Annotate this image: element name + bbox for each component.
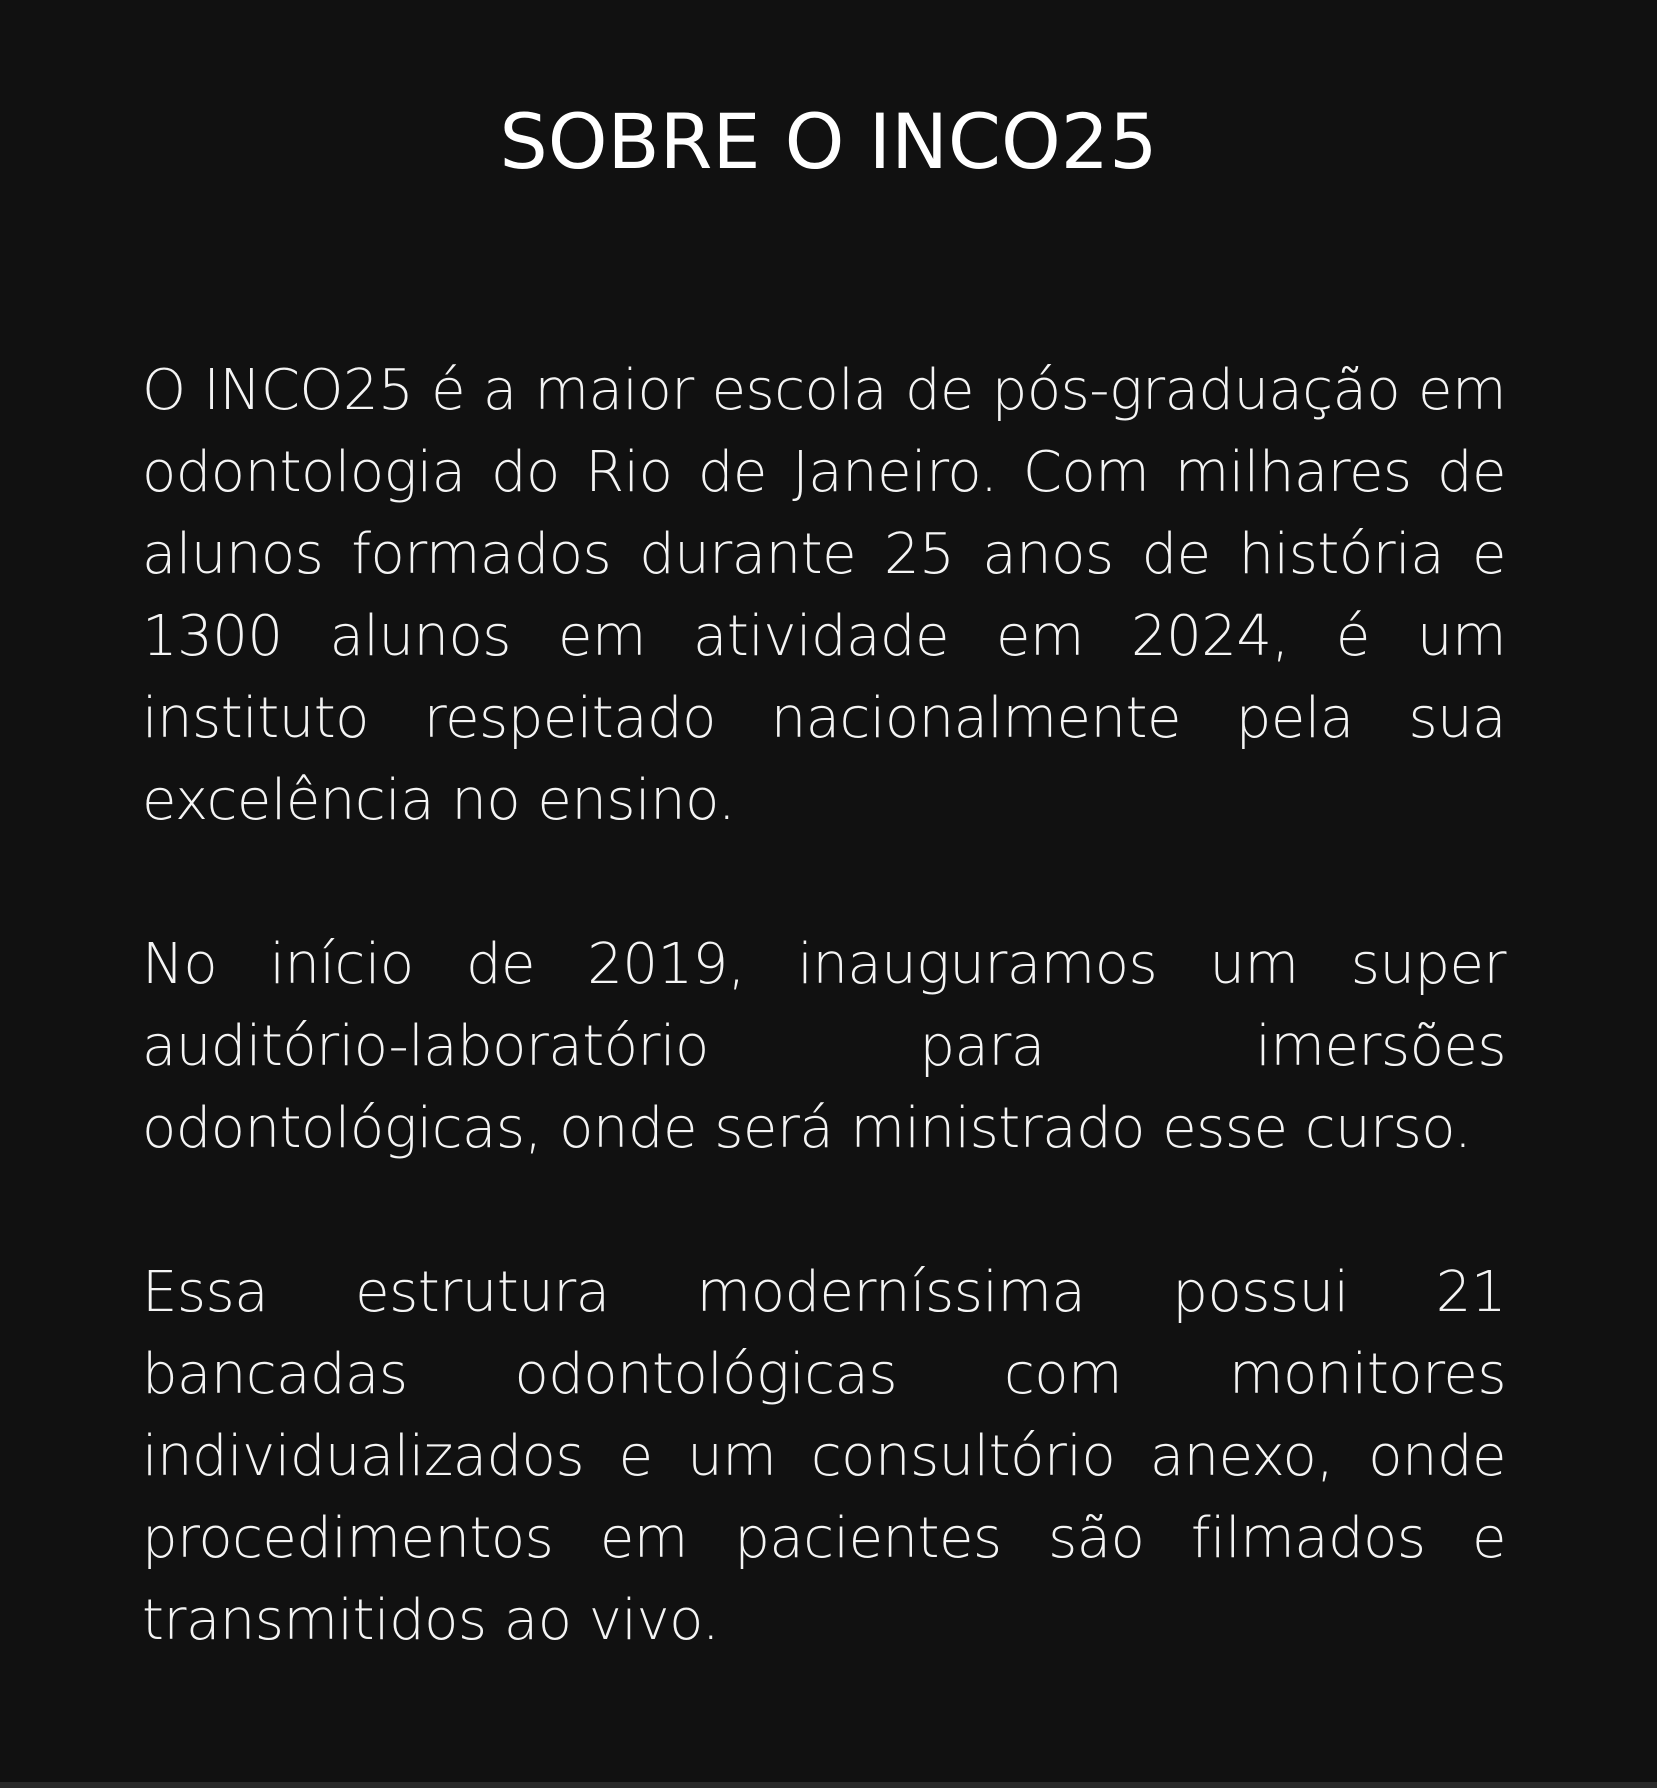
paragraph-auditorium: No início de 2019, inauguramos um super auditório-laboratório para imersões odontológicas, onde será ministrado esse curso. — [142, 932, 1506, 1161]
paragraph-structure: Essa estrutura moderníssima possui 21 bancadas odontológicas com monitores individualizados e um consultório anexo, onde procedimentos em pacientes são filmados e transmitidos ao vivo. — [142, 1260, 1506, 1653]
section-title: SOBRE O INCO25 — [499, 97, 1158, 186]
about-text — [142, 350, 1506, 1744]
paragraph-intro: O INCO25 é a maior escola de pós-graduação em odontologia do Rio de Janeiro. Com milhares de alunos formados durante 25 anos de história e 1300 alunos em atividade em 2024, é um instituto respeitado nacionalmente pela sua excelência no ensino. — [142, 358, 1506, 833]
section-divider — [0, 1782, 1657, 1788]
